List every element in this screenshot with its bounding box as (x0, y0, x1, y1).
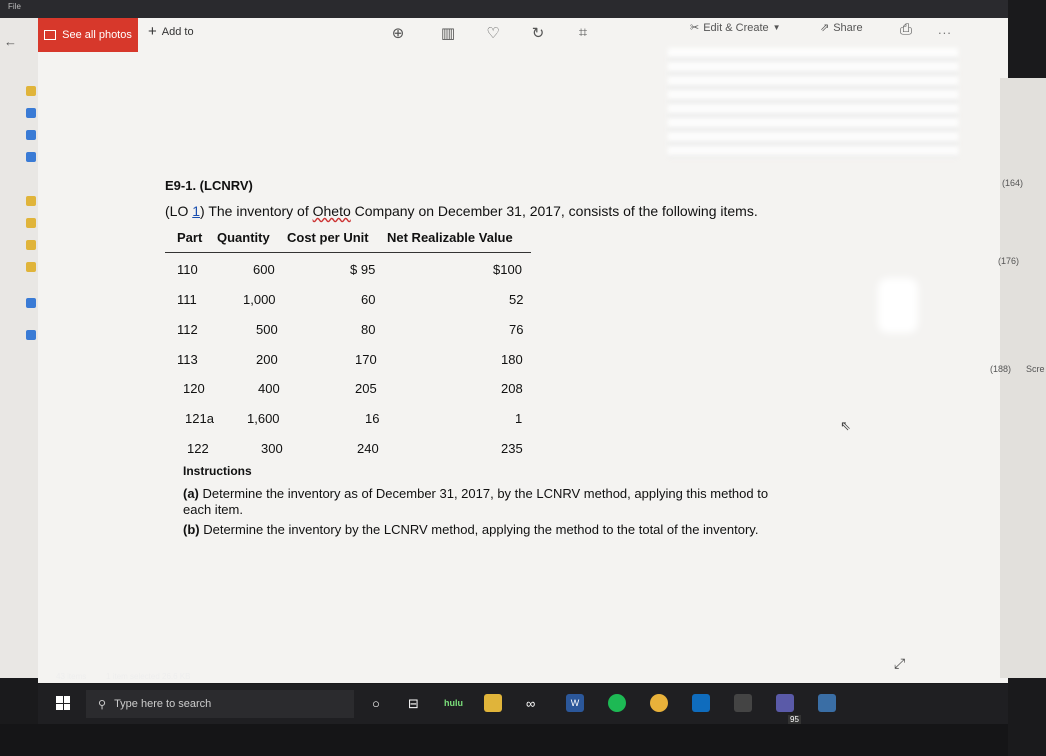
panel-label: Scre (1026, 364, 1045, 374)
print-icon[interactable]: ⎙ (899, 21, 912, 38)
document-icon[interactable] (26, 152, 36, 162)
table-cell: 121a (185, 411, 214, 426)
table-cell: 208 (501, 381, 523, 396)
company-name: Oheto (312, 203, 351, 219)
photos-window (38, 18, 1045, 683)
panel-label: (164) (1002, 178, 1024, 188)
share-icon: ⇗ (820, 22, 830, 34)
cortana-icon[interactable]: ○ (372, 696, 380, 711)
see-all-photos-button[interactable] (38, 18, 138, 52)
table-rule (165, 252, 531, 253)
item-count: 43 items (56, 672, 87, 681)
file-label[interactable]: File (8, 2, 21, 11)
favorite-heart-icon[interactable]: ♡ (486, 25, 500, 42)
add-to-button[interactable] (148, 23, 194, 40)
share-label: Share (833, 21, 863, 34)
star-icon[interactable] (26, 86, 36, 96)
see-all-photos-label: See all photos (62, 29, 132, 41)
exercise-intro (165, 203, 758, 219)
table-cell: 16 (365, 411, 380, 426)
background-explorer-panel (990, 78, 1046, 678)
hulu-icon[interactable]: hulu (444, 698, 463, 708)
explorer-status-bar (50, 672, 950, 684)
table-cell: 180 (501, 352, 523, 367)
instruction-text: Determine the inventory as of December 31, 2017, by the LCNRV method, applying this method to (198, 486, 769, 501)
instruction-a-continued: each item. (183, 502, 243, 517)
instruction-a (183, 486, 768, 501)
intro-text: Company on December 31, 2017, consists of the following items. (350, 203, 758, 219)
table-cell: 240 (357, 441, 379, 456)
table-cell: 120 (183, 381, 205, 396)
table-cell: 235 (501, 441, 523, 456)
share-button[interactable] (820, 21, 863, 34)
folder-icon[interactable] (26, 196, 36, 206)
instruction-text: Determine the inventory by the LCNRV method, applying the method to the total of the inventory. (199, 522, 759, 537)
table-cell: $ 95 (350, 262, 376, 277)
table-cell: 60 (361, 292, 376, 307)
taskbar-search-box[interactable] (86, 690, 354, 718)
photo-icon (44, 30, 56, 40)
outlook-icon[interactable] (692, 694, 710, 712)
windows-start-icon[interactable] (56, 696, 70, 710)
column-header-quantity: Quantity (217, 230, 270, 245)
column-header-nrv: Net Realizable Value (387, 230, 513, 245)
expand-icon[interactable]: ⤢ (894, 655, 906, 671)
table-cell: 113 (177, 352, 198, 367)
rotate-icon[interactable]: ↻ (531, 25, 545, 42)
table-cell: 1,600 (247, 411, 280, 426)
table-cell: 80 (361, 322, 376, 337)
edit-icon: ✂ (690, 22, 700, 34)
instruction-label: (a) (183, 486, 199, 501)
infinity-app-icon[interactable]: ∞ (526, 696, 536, 711)
instructions-title: Instructions (183, 464, 252, 478)
panel-label: (188) (990, 364, 1012, 374)
table-cell: 400 (258, 381, 280, 396)
edit-create-label: Edit & Create (703, 21, 769, 34)
spotify-icon[interactable] (608, 694, 626, 712)
network-icon[interactable] (26, 330, 36, 340)
table-cell: 52 (509, 292, 524, 307)
screen-glare (668, 48, 958, 158)
folder-icon[interactable] (26, 218, 36, 228)
selection-info: 1 item selected 26.6 KB (106, 672, 191, 681)
delete-icon[interactable]: ▥ (440, 25, 456, 42)
panel-label: (176) (998, 256, 1020, 266)
instruction-label: (b) (183, 522, 200, 537)
instruction-b (183, 522, 758, 537)
learning-objective-link[interactable]: 1 (192, 203, 201, 219)
column-header-cost: Cost per Unit (287, 230, 369, 245)
store-icon[interactable] (734, 694, 752, 712)
search-placeholder: Type here to search (114, 698, 212, 710)
photos-icon[interactable] (818, 694, 836, 712)
crop-icon[interactable]: ⌗ (578, 24, 588, 41)
notification-badge: 95 (790, 715, 799, 724)
screen-glare (878, 278, 918, 333)
monitor-bezel (0, 724, 1008, 756)
add-to-label: Add to (161, 26, 194, 38)
edit-create-button[interactable] (690, 21, 781, 34)
table-cell: 1,000 (243, 292, 276, 307)
drive-icon[interactable] (26, 298, 36, 308)
search-icon: ⚲ (98, 698, 107, 711)
exercise-title: E9-1. (LCNRV) (165, 178, 253, 193)
task-view-icon[interactable]: ⊟ (408, 696, 419, 711)
table-cell: 500 (256, 322, 278, 337)
chrome-icon[interactable] (650, 694, 668, 712)
download-icon[interactable] (26, 130, 36, 140)
table-cell: 600 (253, 262, 275, 277)
intro-text: ) The inventory of (200, 203, 313, 219)
explorer-left-strip (0, 18, 38, 678)
back-arrow-icon[interactable]: ← (4, 34, 17, 49)
file-explorer-icon[interactable] (484, 694, 502, 712)
folder-icon[interactable] (26, 262, 36, 272)
folder-icon[interactable] (26, 108, 36, 118)
app-icon[interactable] (776, 694, 794, 712)
more-options-button[interactable]: ... (938, 22, 952, 37)
table-cell: $100 (493, 262, 522, 277)
column-header-part: Part (177, 230, 203, 245)
table-cell: 205 (355, 381, 377, 396)
table-cell: 110 (177, 262, 198, 277)
table-cell: 112 (177, 322, 198, 337)
folder-icon[interactable] (26, 240, 36, 250)
table-cell: 76 (509, 322, 524, 337)
table-cell: 122 (187, 441, 209, 456)
photos-toolbar (38, 18, 1008, 52)
chevron-down-icon: ▼ (772, 23, 781, 32)
plus-icon: + (148, 23, 157, 40)
table-cell: 200 (256, 352, 278, 367)
table-cell: 111 (177, 292, 197, 307)
table-cell: 1 (515, 411, 523, 426)
zoom-icon[interactable]: ⊕ (391, 25, 405, 42)
table-cell: 300 (261, 441, 283, 456)
table-cell: 170 (355, 352, 377, 367)
word-icon[interactable]: W (566, 694, 584, 712)
mouse-cursor-icon: ⇖ (840, 418, 851, 433)
intro-text: (LO (165, 203, 193, 219)
windows-taskbar (38, 684, 1008, 724)
top-strip (0, 0, 1008, 18)
